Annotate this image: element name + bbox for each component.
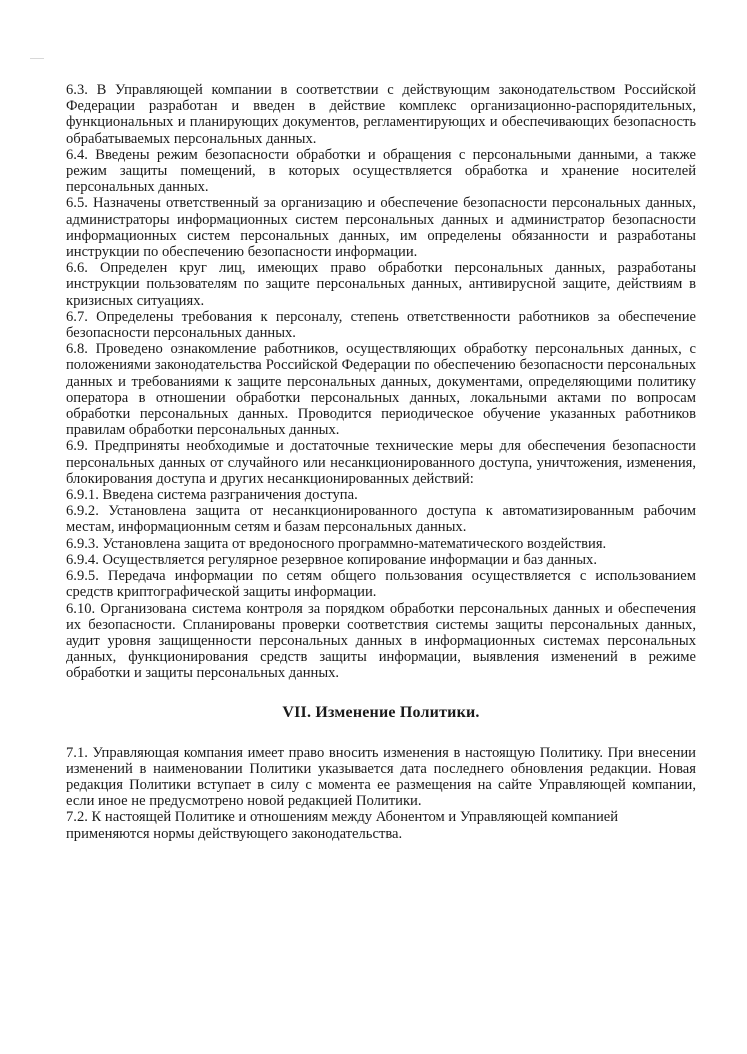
paragraph-6-9-4: 6.9.4. Осуществляется регулярное резервное копирование информации и баз данных. xyxy=(66,551,597,568)
paragraph-6-10: 6.10. Организована система контроля за порядком обработки персональных данных и обеспечения их безопасности. Спланированы проверки соответствия системы защиты персональных данных, аудит уровня защищенности персональных данных в информационных системах персональных данных, функционирования средств защиты информации, выявления изменений в режиме обработки и защиты персональных данных. xyxy=(66,600,696,682)
paragraph-6-6: 6.6. Определен круг лиц, имеющих право обработки персональных данных, разработаны инструкции пользователям по защите персональных данных, антивирусной защите, действиям в кризисных ситуациях. xyxy=(66,260,696,309)
document-page xyxy=(66,82,696,842)
paragraph-6-9-5: 6.9.5. Передача информации по сетям общего пользования осуществляется с использованием средств криптографической защиты информации. xyxy=(66,568,696,601)
paragraph-7-1: 7.1. Управляющая компания имеет право вносить изменения в настоящую Политику. При внесении изменений в наименовании Политики указывается дата последнего обновления редакции. Новая редакция Политики вступает в силу с момента ее размещения на сайте Управляющей компании, если иное не предусмотрено новой редакцией Политики. xyxy=(66,744,696,810)
paragraph-6-9: 6.9. Предприняты необходимые и достаточные технические меры для обеспечения безопасности персональных данных от случайного или несанкционированного доступа, уничтожения, изменения, блокирования доступа и других несанкционированных действий: xyxy=(66,438,696,487)
paragraph-6-9-2: 6.9.2. Установлена защита от несанкционированного доступа к автоматизированным рабочим местам, информационным сетям и базам персональных данных. xyxy=(66,503,696,536)
paragraph-6-9-3: 6.9.3. Установлена защита от вредоносного программно-математического воздействия. xyxy=(66,535,607,552)
scan-artifact-top xyxy=(30,58,44,59)
paragraph-6-5: 6.5. Назначены ответственный за организацию и обеспечение безопасности персональных данных, администраторы информационных систем персональных данных и администратор безопасности информационных систем персональных данных, им определены обязанности и разработаны инструкции по обеспечению безопасности информации. xyxy=(66,195,696,261)
paragraph-6-4: 6.4. Введены режим безопасности обработки и обращения с персональными данными, а также режим защиты помещений, в которых осуществляется обработка и хранение носителей персональных данных. xyxy=(66,146,696,196)
paragraph-6-7: 6.7. Определены требования к персоналу, степень ответственности работников за обеспечение безопасности персональных данных. xyxy=(66,308,696,342)
section-heading: VII. Изменение Политики. xyxy=(282,703,480,721)
paragraph-6-3: 6.3. В Управляющей компании в соответствии с действующим законодательством Российской Федерации разработан и введен в действие комплекс организационно-распорядительных, функциональных и планирующих документов, регламентирующих и обеспечивающих безопасность обрабатываемых персональных данных. xyxy=(66,82,696,147)
paragraph-6-9-1: 6.9.1. Введена система разграничения доступа. xyxy=(66,487,358,504)
paragraph-7-2: 7.2. К настоящей Политике и отношениям между Абонентом и Управляющей компанией применяются нормы действующего законодательства. xyxy=(66,809,619,842)
paragraph-6-8: 6.8. Проведено ознакомление работников, осуществляющих обработку персональных данных, с положениями законодательства Российской Федерации по обеспечению безопасности персональных данных и требованиями к защите персональных данных, документами, определяющими политику оператора в отношении обработки персональных данных, локальными актами по вопросам обработки персональных данных. Проводится периодическое обучение указанных работников правилам обработки персональных данных. xyxy=(66,341,696,439)
